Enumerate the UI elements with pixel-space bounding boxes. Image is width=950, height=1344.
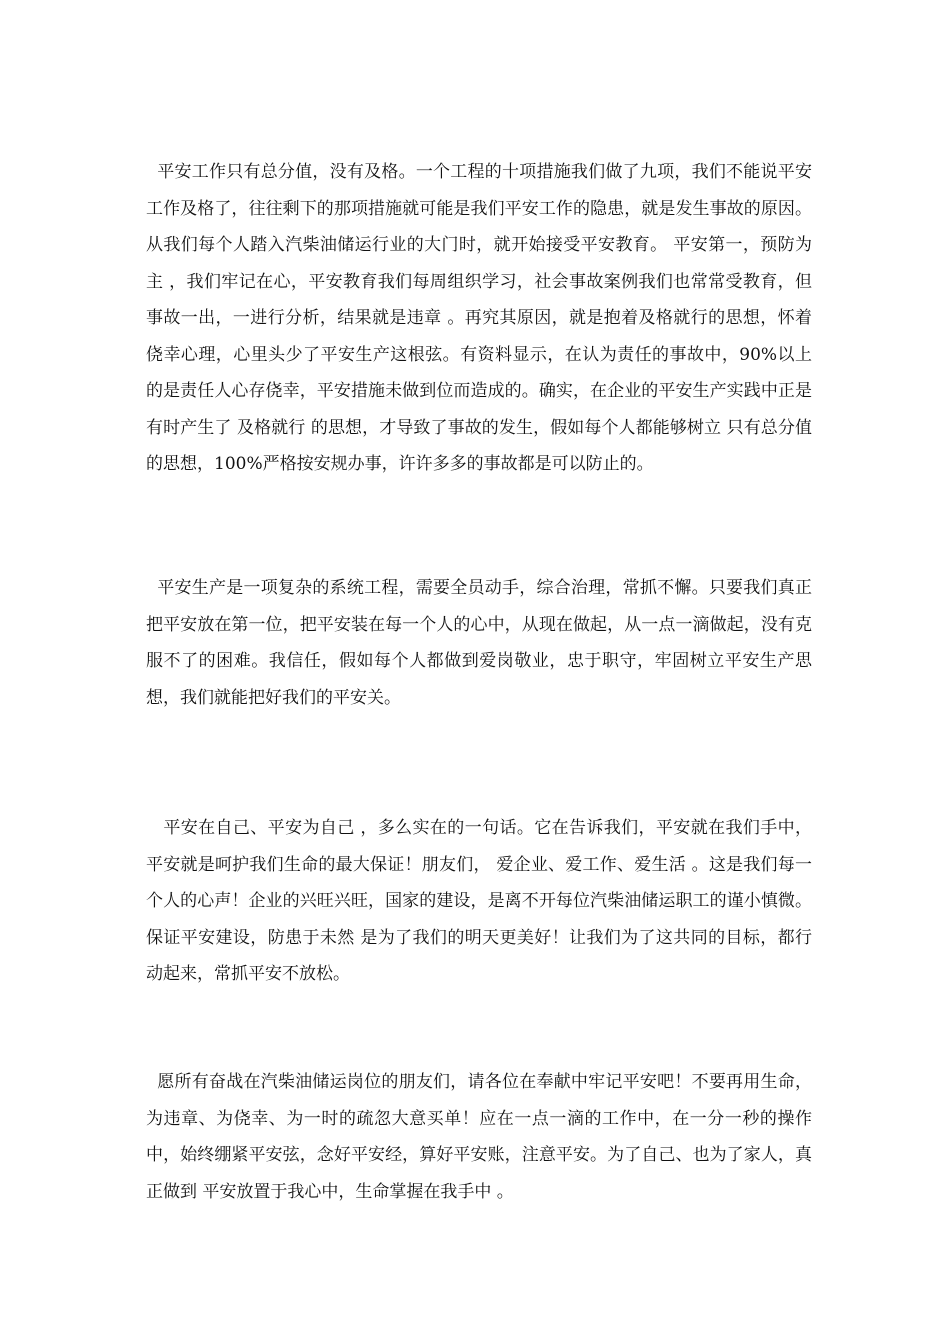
paragraph-3: 平安在自己、平安为自己 ，多么实在的一句话。它在告诉我们，平安就在我们手中，平安就是呵护我们生命的最大保证！朋友们， 爱企业、爱工作、爱生活 。这是我们每一个人的心声！企业的兴旺兴旺，国家的建设，是离不开每位汽柴油储运职工的谨小慎微。 保证平安建设，防患于未然 是为了我们的明天更美好！让我们为了这共同的目标，都行动起来，常抓平安不放松。 [146,818,818,984]
paragraph-4: 愿所有奋战在汽柴油储运岗位的朋友们，请各位在奉献中牢记平安吧！不要再用生命，为违章、为侥幸、为一时的疏忽大意买单！应在一点一滴的工作中，在一分一秒的操作中，始终绷紧平安弦，念好平安经，算好平安账，注意平安。为了自己、也为了家人，真正做到 平安放置于我心中，生命掌握在我手中 。 [146,1072,812,1202]
paragraph-2: 平安生产是一项复杂的系统工程，需要全员动手，综合治理，常抓不懈。只要我们真正把平安放在第一位，把平安装在每一个人的心中，从现在做起，从一点一滴做起，没有克服不了的困难。我信任，假如每个人都做到爱岗敬业，忠于职守，牢固树立平安生产思想，我们就能把好我们的平安关。 [146,578,812,708]
paragraph-1: 平安工作只有总分值，没有及格。一个工程的十项措施我们做了九项，我们不能说平安工作及格了，往往剩下的那项措施就可能是我们平安工作的隐患，就是发生事故的原因。从我们每个人踏入汽柴油储运行业的大门时，就开始接受平安教育。 平安第一，预防为主 ，我们牢记在心，平安教育我们每周组织学习，社会事故案例我们也常常受教育，但事故一出，一进行分析，结果就是违章 。再究其原因，就是抱着及格就行的思想，怀着侥幸心理，心里头少了平安生产这根弦。有资料显示，在认为责任的事故中，90%以上的是责任人心存侥幸，平安措施未做到位而造成的。确实，在企业的平安生产实践中正是有时产生了 及格就行 的思想，才导致了事故的发生，假如每个人都能够树立 只有总分值 的思想，100%严格按安规办事，许许多多的事故都是可以防止的。 [146,162,818,474]
